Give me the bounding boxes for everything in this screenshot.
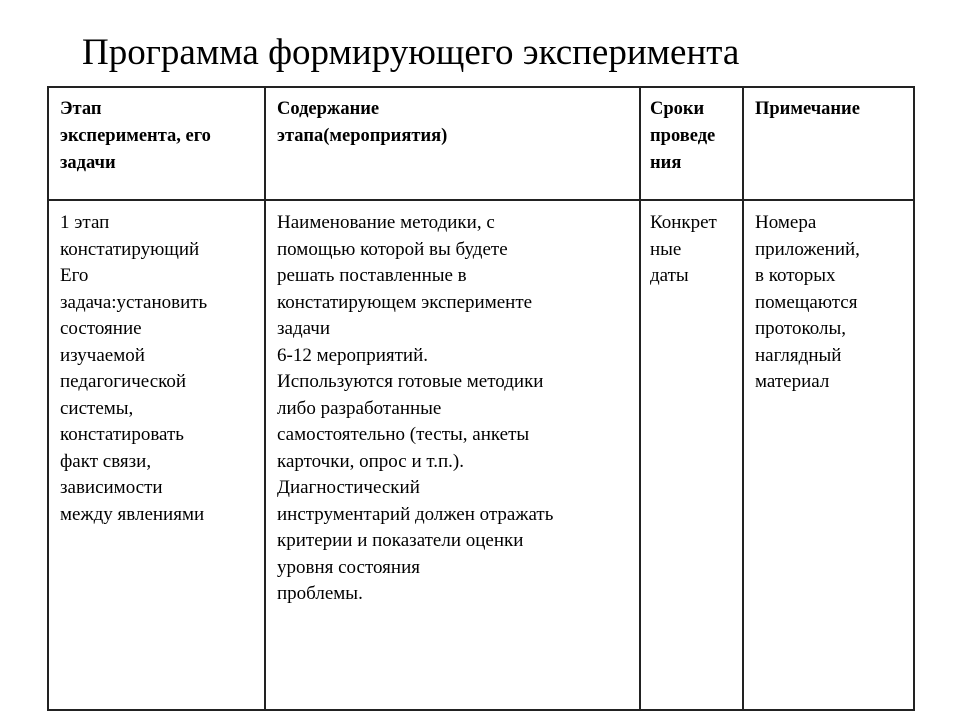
header-stage: Этап эксперимента, его задачи <box>60 99 211 173</box>
dates-text: Конкрет ные даты <box>650 212 717 286</box>
content-text: Наименование методики, с помощью которой вы будете решать поставленные в констатирующем эксперименте задачи 6-12 мероприятий. Используются готовые методики либо разработанные самостоятельно (тесты, анкеты карточки, опрос и т.п.). Диагностический инструментарий должен отражать критерии и показатели оценки уровня состояния проблемы. <box>277 212 554 604</box>
note-cell <box>743 200 914 710</box>
dates-cell <box>640 200 743 710</box>
header-content: Содержание этапа(мероприятия) <box>277 99 448 146</box>
slide-title: Программа формирующего эксперимента <box>82 32 740 73</box>
table-header-row <box>48 87 914 200</box>
header-content-cell <box>265 87 640 200</box>
header-dates-cell <box>640 87 743 200</box>
header-note-cell <box>743 87 914 200</box>
note-text: Номера приложений, в которых помещаются протоколы, наглядный материал <box>755 212 860 392</box>
experiment-program-table <box>47 86 915 711</box>
stage-cell <box>48 200 265 710</box>
header-stage-cell <box>48 87 265 200</box>
table-row <box>48 200 914 710</box>
header-dates: Сроки проведе ния <box>650 99 716 173</box>
stage-text: 1 этап констатирующий Его задача:установить состояние изучаемой педагогической системы, констатировать факт связи, зависимости между явлениями <box>60 212 208 525</box>
content-cell <box>265 200 640 710</box>
header-note: Примечание <box>755 99 860 119</box>
